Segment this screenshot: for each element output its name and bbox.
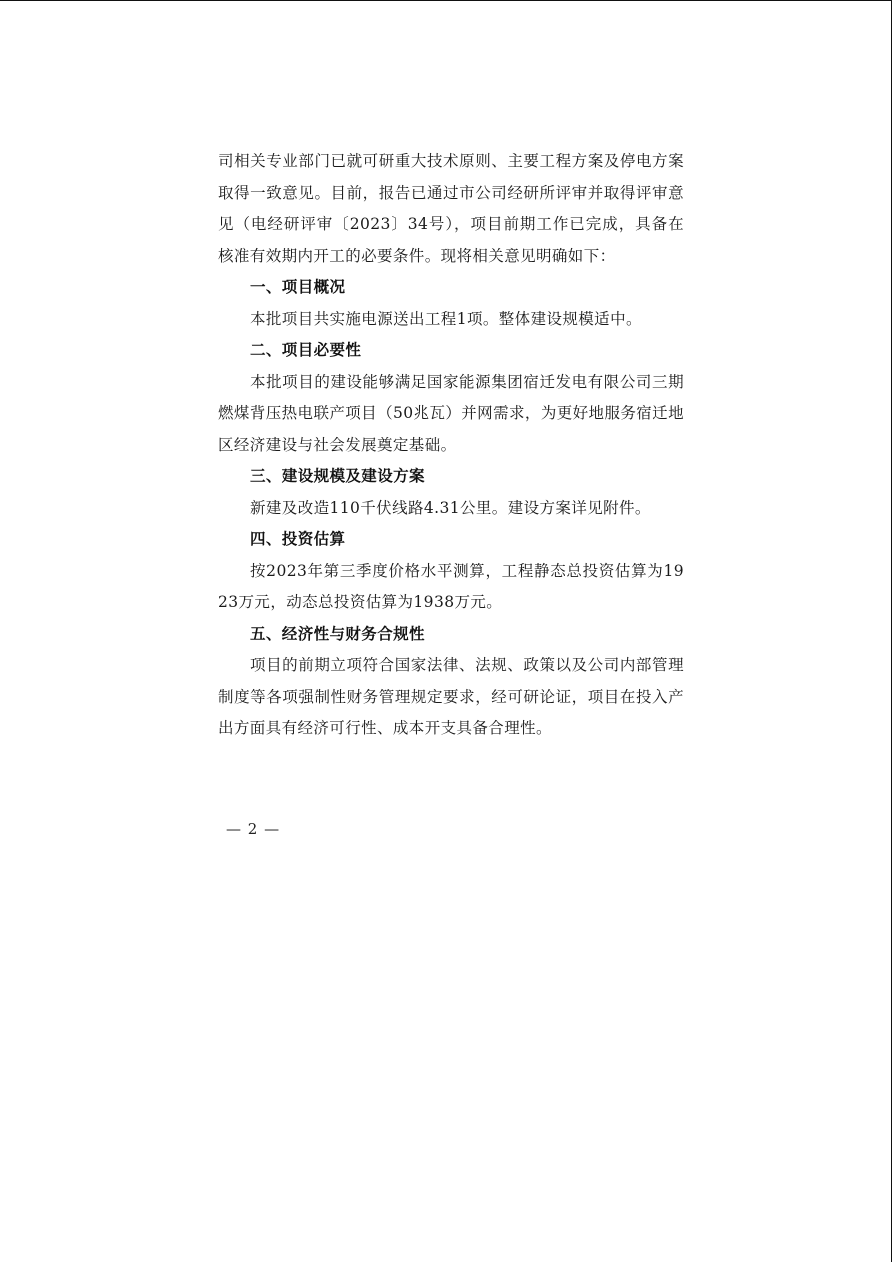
section-heading-necessity: 二、项目必要性 [250,341,362,359]
page-number: — 2 — [226,820,281,838]
section-economics [218,619,684,745]
section-heading-investment: 四、投资估算 [250,530,346,548]
section-necessity [218,335,684,461]
intro-paragraph: 司相关专业部门已就可研重大技术原则、主要工程方案及停电方案取得一致意见。目前，报告已通过市公司经研所评审并取得评审意见（电经研评审〔2023〕34号），项目前期工作已完成，具备在核准有效期内开工的必要条件。现将相关意见明确如下： [218,152,684,265]
section-body-scale-plan: 新建及改造110千伏线路4.31公里。建设方案详见附件。 [250,498,651,517]
section-body-investment: 按2023年第三季度价格水平测算，工程静态总投资估算为1923万元，动态总投资估算为1938万元。 [218,561,684,611]
document-body [218,146,684,745]
section-investment [218,524,684,619]
section-heading-scale-plan: 三、建设规模及建设方案 [250,467,425,485]
section-scale-plan [218,461,684,524]
section-body-necessity: 本批项目的建设能够满足国家能源集团宿迁发电有限公司三期燃煤背压热电联产项目（50兆瓦）并网需求，为更好地服务宿迁地区经济建设与社会发展奠定基础。 [218,372,684,454]
section-overview [218,272,684,335]
section-body-overview: 本批项目共实施电源送出工程1项。整体建设规模适中。 [250,309,642,328]
section-heading-economics: 五、经济性与财务合规性 [250,624,425,643]
section-body-economics: 项目的前期立项符合国家法律、法规、政策以及公司内部管理制度等各项强制性财务管理规定要求，经可研论证，项目在投入产出方面具有经济可行性、成本开支具备合理性。 [218,656,684,737]
page-top-border [0,0,892,1]
section-heading-overview: 一、项目概况 [250,278,346,296]
